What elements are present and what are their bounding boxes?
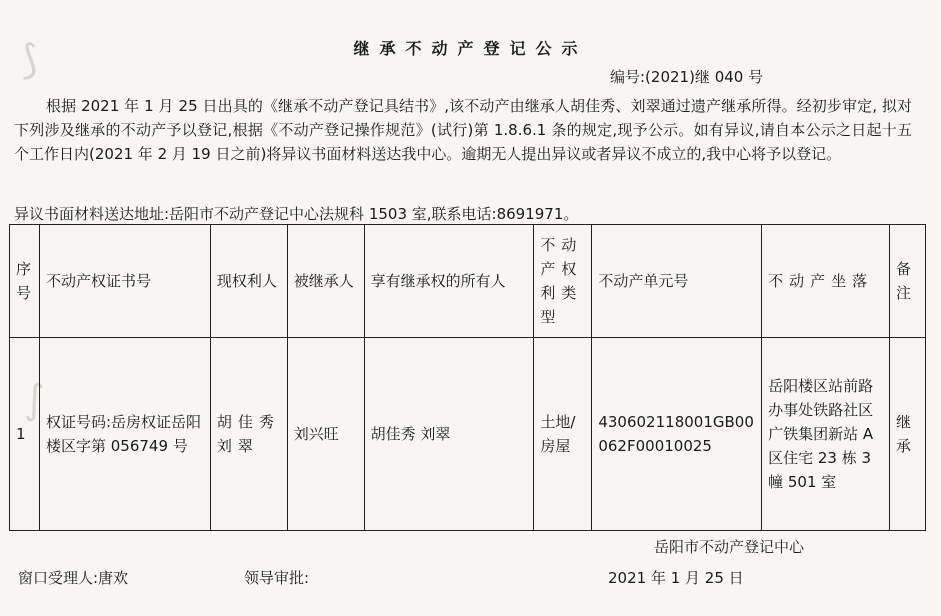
header-cell: 备注 (889, 225, 925, 338)
table-header-row (10, 225, 926, 338)
location-cell: 岳阳楼区站前路办事处铁路社区广铁集团新站 A 区住宅 23 栋 3 幢 501 室 (762, 338, 890, 531)
header-cell: 不动产权利类型 (534, 225, 592, 338)
seq-cell: 1 (10, 338, 40, 531)
note-cell: 继承 (889, 338, 925, 531)
header-cell: 现权利人 (210, 225, 287, 338)
cert-cell: 权证号码:岳房权证岳阳楼区字第 056749 号 (39, 338, 210, 531)
header-cell: 不动产单元号 (592, 225, 762, 338)
issuing-organization: 岳阳市不动产登记中心 (654, 538, 805, 556)
clerk-line: 窗口受理人:唐欢 (18, 569, 129, 587)
owner-cell: 胡佳秀 刘翠 (210, 338, 287, 531)
document-title: 继承不动产登记公示 (353, 39, 588, 58)
objection-address: 异议书面材料送达地址:岳阳市不动产登记中心法规科 1503 室,联系电话:8691971。 (14, 205, 579, 223)
bleed-through-mark: ⟆ (22, 37, 38, 83)
table-row (10, 338, 926, 531)
header-cell: 不动产权证书号 (39, 225, 210, 338)
bleed-through-mark: ∫ (24, 377, 45, 423)
header-cell: 序号 (10, 225, 40, 338)
type-cell: 土地/房屋 (534, 338, 592, 531)
heirs-cell: 胡佳秀 刘翠 (364, 338, 534, 531)
issue-date: 2021 年 1 月 25 日 (608, 569, 744, 587)
unit-cell: 430602118001GB00062F00010025 (592, 338, 762, 531)
document-number: 编号:(2021)继 040 号 (610, 68, 764, 86)
header-cell: 被继承人 (287, 225, 364, 338)
approval-line: 领导审批: (244, 569, 310, 587)
header-cell: 不动产坐落 (762, 225, 890, 338)
registration-table (9, 224, 926, 531)
decedent-cell: 刘兴旺 (287, 338, 364, 531)
header-cell: 享有继承权的所有人 (364, 225, 534, 338)
notice-body: 根据 2021 年 1 月 25 日出具的《继承不动产登记具结书》,该不动产由继承人胡佳秀、刘翠通过遗产继承所得。经初步审定, 拟对下列涉及继承的不动产予以登记,根据《不动产登记操作规范》(试行)第 1.8.6.1 条的规定,现予公示。如有异议,请自本公示之日起十五个工作日内(2021 年 2 月 19 日之前)将异议书面材料送达我中心。逾期无人提出异议或者异议不成立的,我中心将予以登记。 (14, 97, 912, 163)
